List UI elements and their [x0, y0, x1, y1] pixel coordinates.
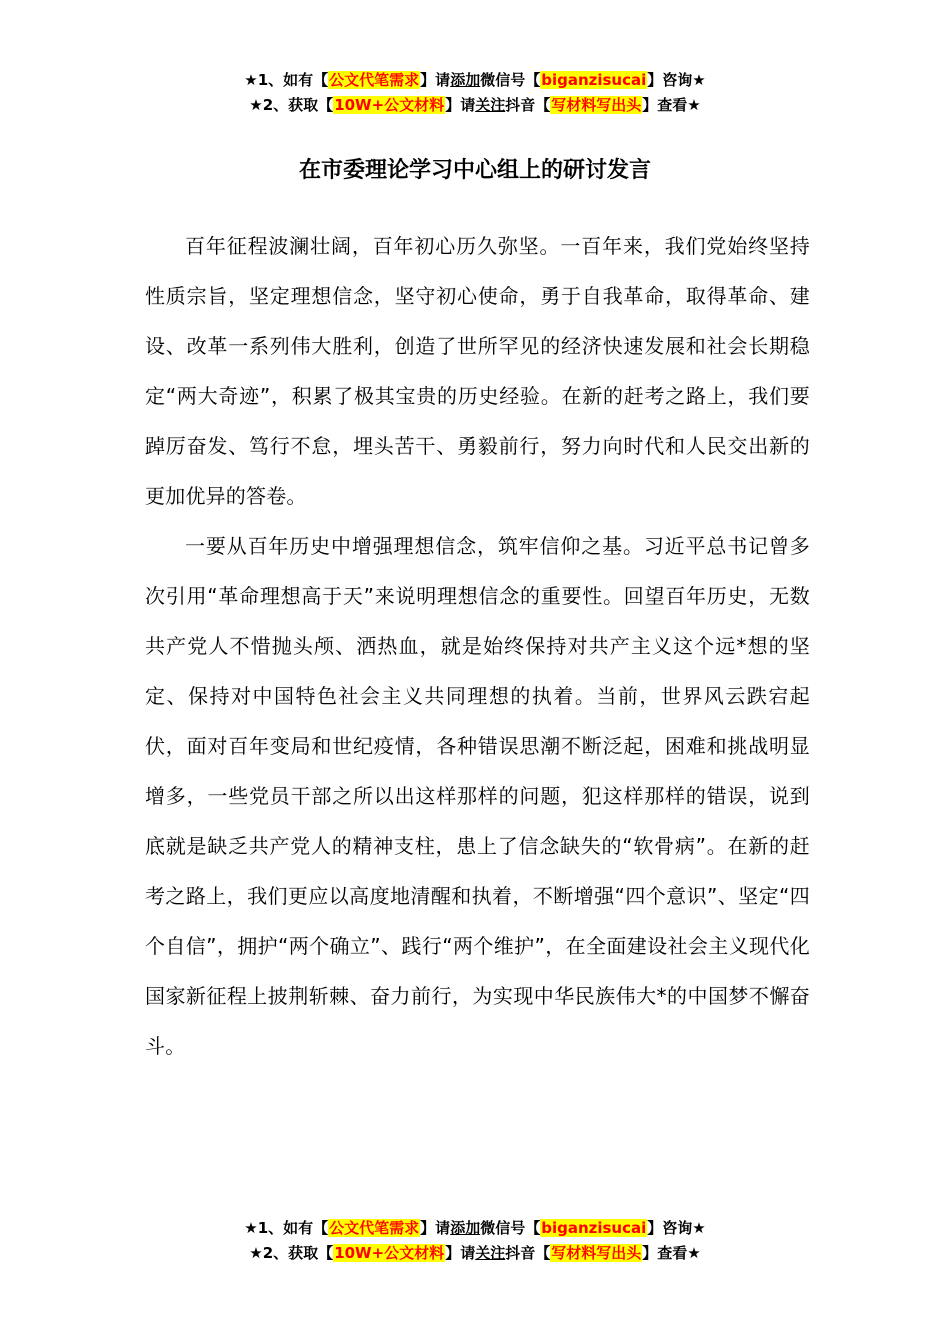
promo-line-2-mid-2: 抖音【 [505, 96, 551, 114]
footer-promo-line-1-emphasis: 添加 [450, 1219, 481, 1237]
footer-promo-line-2-prefix: ★2、获取【 [249, 1244, 334, 1262]
promo-line-2-emphasis: 关注 [475, 96, 506, 114]
footer-promo-line-1-suffix: 】咨询★ [647, 1219, 706, 1237]
promo-line-2 [0, 93, 950, 118]
footer-promo-banner [0, 1216, 950, 1266]
footer-promo-line-1-mid: 】请 [420, 1219, 451, 1237]
promo-line-1-emphasis: 添加 [450, 71, 481, 89]
document-body [145, 221, 810, 1071]
footer-promo-line-2-mid-2: 抖音【 [505, 1244, 551, 1262]
body-paragraph-1: 百年征程波澜壮阔，百年初心历久弥坚。一百年来，我们党始终坚持性质宗旨，坚定理想信念，坚守初心使命，勇于自我革命，取得革命、建设、改革一系列伟大胜利，创造了世所罕见的经济快速发展和社会长期稳定“两大奇迹”，积累了极其宝贵的历史经验。在新的赶考之路上，我们要踔厉奋发、笃行不怠，埋头苦干、勇毅前行，努力向时代和人民交出新的更加优异的答卷。 [145, 234, 810, 508]
promo-line-1 [0, 68, 950, 93]
footer-promo-highlight-service: 公文代笔需求 [329, 1219, 420, 1237]
footer-promo-line-2-suffix: 】查看★ [642, 1244, 701, 1262]
promo-highlight-service: 公文代笔需求 [329, 71, 420, 89]
footer-promo-line-1-prefix: ★1、如有【 [244, 1219, 329, 1237]
promo-line-2-prefix: ★2、获取【 [249, 96, 334, 114]
document-title: 在市委理论学习中心组上的研讨发言 [298, 158, 651, 183]
footer-promo-highlight-materials: 10W+公文材料 [334, 1244, 445, 1262]
promo-line-1-mid: 】请 [420, 71, 451, 89]
footer-promo-highlight-wechat-id: biganzisucai [541, 1219, 647, 1237]
footer-promo-line-1-mid-2: 微信号【 [480, 1219, 541, 1237]
footer-promo-line-2-emphasis: 关注 [475, 1244, 506, 1262]
promo-line-1-prefix: ★1、如有【 [244, 71, 329, 89]
body-paragraph-2: 一要从百年历史中增强理想信念，筑牢信仰之基。习近平总书记曾多次引用“革命理想高于天”来说明理想信念的重要性。回望百年历史，无数共产党人不惜抛头颅、洒热血，就是始终保持对共产主义这个远*想的坚定、保持对中国特色社会主义共同理想的执着。当前，世界风云跌宕起伏，面对百年变局和世纪疫情，各种错误思潮不断泛起，困难和挑战明显增多，一些党员干部之所以出这样那样的问题，犯这样那样的错误，说到底就是缺乏共产党人的精神支柱，患上了信念缺失的“软骨病”。在新的赶考之路上，我们更应以高度地清醒和执着，不断增强“四个意识”、坚定“四个自信”，拥护“两个确立”、践行“两个维护”，在全面建设社会主义现代化国家新征程上披荆斩棘、奋力前行，为实现中华民族伟大*的中国梦不懈奋斗。 [145, 534, 810, 1058]
promo-line-2-suffix: 】查看★ [642, 96, 701, 114]
header-promo-banner [0, 68, 950, 118]
footer-promo-line-1 [0, 1216, 950, 1241]
promo-highlight-wechat-id: biganzisucai [541, 71, 647, 89]
footer-promo-line-2 [0, 1241, 950, 1266]
promo-line-1-mid-2: 微信号【 [480, 71, 541, 89]
promo-line-1-suffix: 】咨询★ [647, 71, 706, 89]
footer-promo-line-2-mid: 】请 [445, 1244, 476, 1262]
footer-promo-highlight-douyin-id: 写材料写出头 [551, 1244, 642, 1262]
promo-highlight-materials: 10W+公文材料 [334, 96, 445, 114]
promo-line-2-mid: 】请 [445, 96, 476, 114]
promo-highlight-douyin-id: 写材料写出头 [551, 96, 642, 114]
